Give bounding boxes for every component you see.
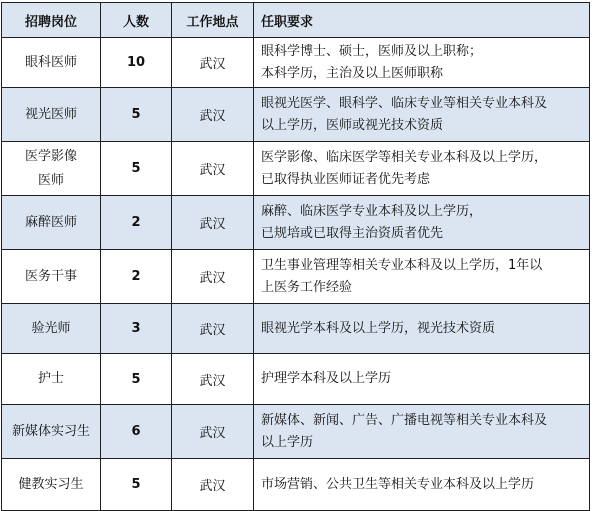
table-row — [2, 38, 590, 88]
requirements-cell — [254, 354, 590, 405]
table-row — [2, 250, 590, 304]
requirement-text: 麻醉、临床医学专业本科及以上学历， — [261, 203, 483, 219]
requirements-cell — [254, 304, 590, 354]
table-row — [2, 142, 590, 196]
position-cell — [2, 88, 101, 142]
count-cell: 5 — [101, 88, 172, 142]
requirements-cell — [254, 88, 590, 142]
table-body — [2, 38, 590, 511]
table-row — [2, 196, 590, 250]
position-cell — [2, 142, 101, 196]
table-row — [2, 459, 590, 511]
position-cell — [2, 250, 101, 304]
position-cell — [2, 459, 101, 511]
requirement-text: 市场营销、公共卫生等相关专业本科及以上学历 — [261, 476, 535, 492]
requirement-text: 已规培或已取得主治资质者优先 — [261, 225, 444, 241]
location-cell: 武汉 — [172, 38, 254, 88]
requirements-cell — [254, 405, 590, 459]
requirement-text: 本科学历，主治及以上医师职称 — [261, 65, 444, 81]
position-text: 护士 — [37, 371, 64, 386]
location-cell: 武汉 — [172, 405, 254, 459]
location-cell: 武汉 — [172, 250, 254, 304]
position-cell — [2, 304, 101, 354]
position-text: 验光师 — [31, 320, 71, 336]
position-cell — [2, 354, 101, 405]
location-cell: 武汉 — [172, 88, 254, 142]
position-text: 新媒体实习生 — [11, 423, 90, 439]
position-cell — [2, 405, 101, 459]
recruitment-table-container — [1, 2, 590, 511]
position-text: 健教实习生 — [18, 476, 84, 492]
recruitment-table — [1, 2, 590, 511]
location-cell: 武汉 — [172, 459, 254, 511]
table-row — [2, 354, 590, 405]
header-requirements: 任职要求 — [254, 3, 590, 38]
requirement-text: 以上学历 — [261, 434, 314, 450]
position-cell — [2, 38, 101, 88]
position-text: 麻醉医师 — [24, 214, 77, 230]
position-cell — [2, 196, 101, 250]
requirements-cell — [254, 142, 590, 196]
requirements-cell — [254, 250, 590, 304]
location-cell: 武汉 — [172, 196, 254, 250]
count-cell: 5 — [101, 459, 172, 511]
table-header-row — [2, 3, 590, 38]
requirement-text: 卫生事业管理等相关专业本科及以上学历，1年以 — [261, 257, 543, 273]
location-cell: 武汉 — [172, 304, 254, 354]
requirement-text: 上医务工作经验 — [261, 279, 353, 295]
location-cell: 武汉 — [172, 354, 254, 405]
position-text: 医师 — [37, 172, 64, 188]
position-text: 视光医师 — [24, 106, 77, 122]
requirements-cell — [254, 459, 590, 511]
count-cell: 6 — [101, 405, 172, 459]
count-cell: 2 — [101, 196, 172, 250]
header-count: 人数 — [101, 3, 172, 38]
table-row — [2, 405, 590, 459]
location-cell: 武汉 — [172, 142, 254, 196]
requirements-cell — [254, 38, 590, 88]
header-location: 工作地点 — [172, 3, 254, 38]
position-text: 医务干事 — [24, 268, 77, 284]
requirements-cell — [254, 196, 590, 250]
position-text: 医学影像 — [24, 148, 77, 164]
count-cell: 10 — [101, 38, 172, 88]
requirement-text: 眼视光学本科及以上学历，视光技术资质 — [261, 320, 496, 336]
requirement-text: 医学影像、临床医学等相关专业本科及以上学历， — [261, 149, 548, 165]
requirement-text: 护理学本科及以上学历 — [261, 371, 392, 386]
requirement-text: 眼科学博士、硕士，医师及以上职称； — [261, 43, 483, 59]
requirement-text: 眼视光医学、眼科学、临床专业等相关专业本科及 — [261, 95, 548, 111]
requirement-text: 已取得执业医师证者优先考虑 — [261, 171, 431, 187]
count-cell: 2 — [101, 250, 172, 304]
count-cell: 5 — [101, 354, 172, 405]
position-text: 眼科医师 — [24, 54, 77, 70]
requirement-text: 新媒体、新闻、广告、广播电视等相关专业本科及 — [261, 412, 548, 428]
count-cell: 3 — [101, 304, 172, 354]
table-row — [2, 304, 590, 354]
count-cell: 5 — [101, 142, 172, 196]
requirement-text: 以上学历，医师或视光技术资质 — [261, 117, 444, 133]
table-row — [2, 88, 590, 142]
header-position: 招聘岗位 — [2, 3, 101, 38]
